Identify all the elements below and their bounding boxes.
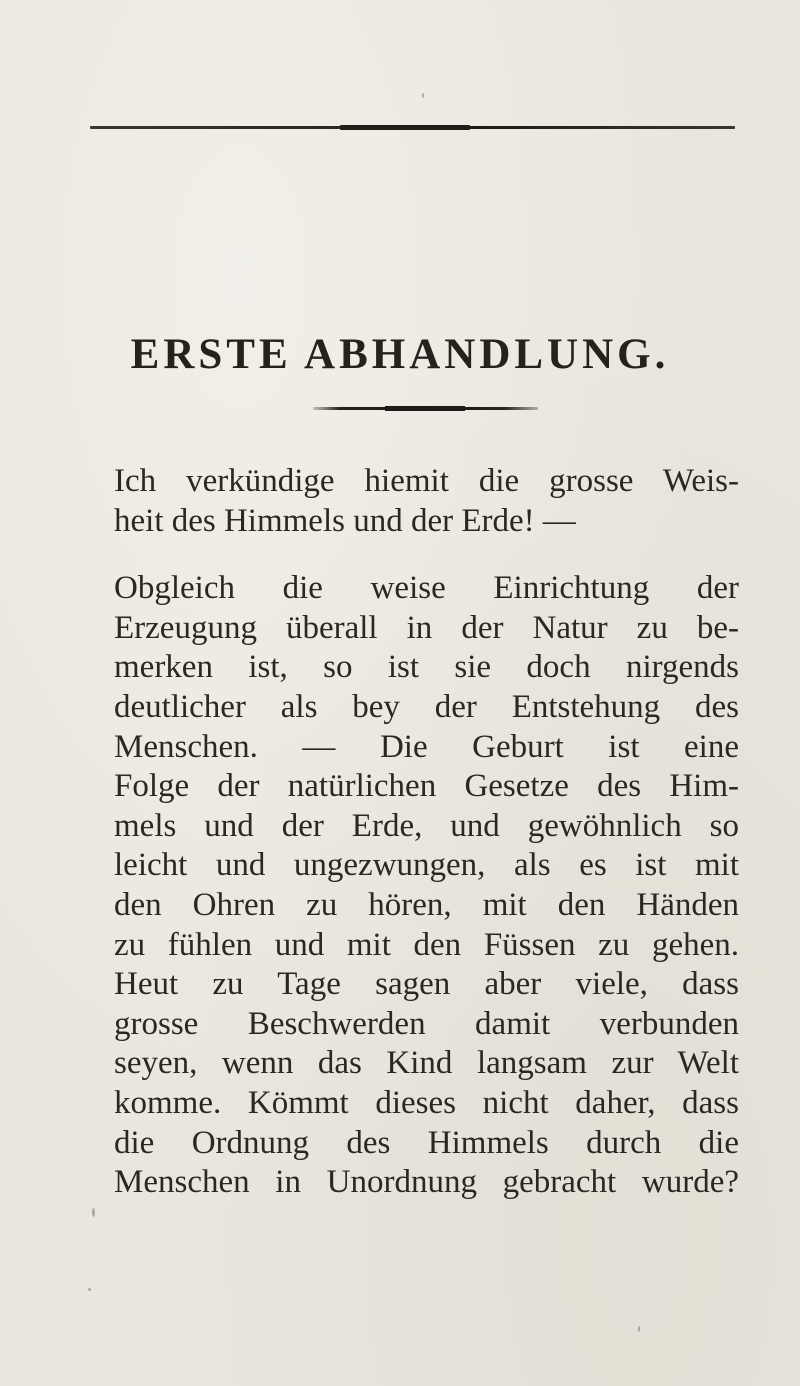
text-line: Folge der natürlichen Gesetze des Him- <box>114 768 739 805</box>
text-line: deutlicher als bey der Entstehung des <box>114 688 739 725</box>
page-text <box>114 462 739 1203</box>
paper-speck <box>92 1208 95 1217</box>
text-line: heit des Himmels und der Erde! — <box>114 502 576 539</box>
text-line: seyen, wenn das Kind langsam zur Welt <box>114 1045 739 1082</box>
text-line: leicht und ungezwungen, als es ist mit <box>114 847 739 884</box>
text-line: Erzeugung überall in der Natur zu be- <box>114 609 739 646</box>
text-line: merken ist, so ist sie doch nirgends <box>114 649 739 686</box>
text-line: Menschen. — Die Geburt ist eine <box>114 728 739 765</box>
paper-speck <box>422 93 424 98</box>
paper-speck <box>88 1288 91 1291</box>
text-line: die Ordnung des Himmels durch die <box>114 1124 739 1161</box>
text-line: zu fühlen und mit den Füssen zu gehen. <box>114 926 739 963</box>
chapter-title: ERSTE ABHANDLUNG. <box>130 331 670 378</box>
text-line: Obgleich die weise Einrichtung der <box>114 570 739 607</box>
text-line: grosse Beschwerden damit verbunden <box>114 1005 739 1042</box>
text-line: Ich verkündige hiemit die grosse Weis- <box>114 463 739 499</box>
text-line: Menschen in Unordnung gebracht wurde? <box>114 1164 739 1201</box>
text-line: den Ohren zu hören, mit den Händen <box>114 886 739 923</box>
paragraph-gap <box>114 541 739 569</box>
top-rule-accent <box>340 125 470 130</box>
paper-speck <box>638 1326 640 1332</box>
title-rule-accent <box>385 406 465 411</box>
text-line: Heut zu Tage sagen aber viele, dass <box>114 966 739 1003</box>
text-line: mels und der Erde, und gewöhnlich so <box>114 807 739 844</box>
text-line: komme. Kömmt dieses nicht daher, dass <box>114 1084 739 1121</box>
